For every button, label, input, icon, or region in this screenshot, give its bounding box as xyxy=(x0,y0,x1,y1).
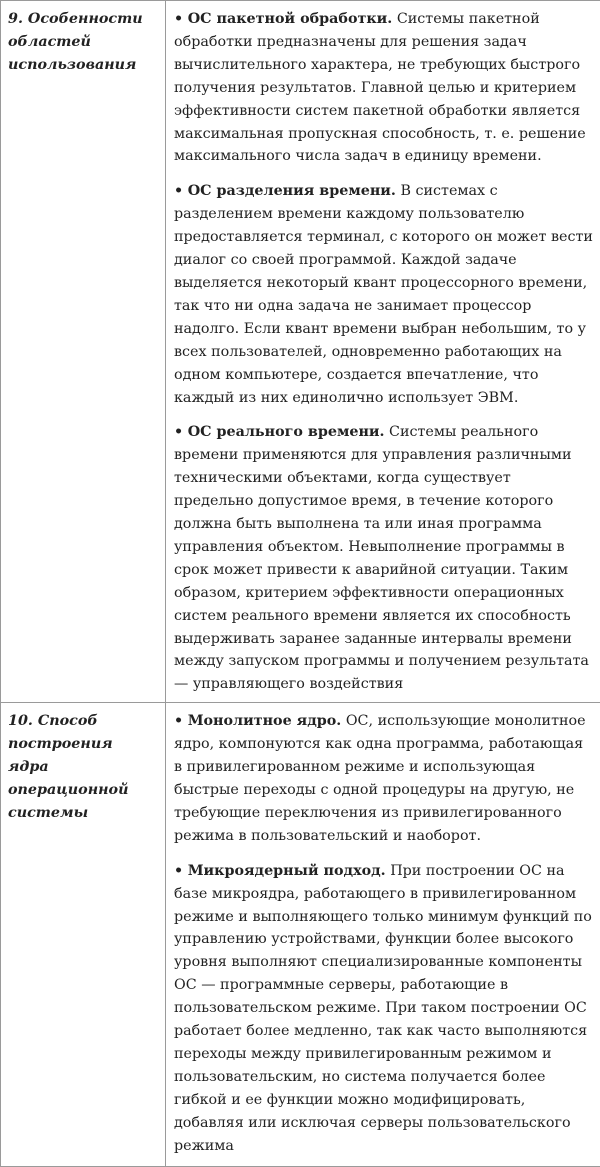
item-text: Системы реального времени применяются для управления различными техническими объектами, когда существует предельно допустимое время, в течение которого должна быть выполнена та или иная программа управления объектом. Невыполнение программы в срок может привести к аварийной ситуации. Таким образом, критерием эффективности операционных систем реального времени является их способность выдерживать заранее заданные интервалы времени между запуском программы и получением результата — управляющего воздействия xyxy=(174,424,589,692)
row-content xyxy=(166,1,600,703)
table-row xyxy=(1,1,600,703)
list-item xyxy=(174,180,594,409)
item-text: При построении ОС на базе микроядра, работающего в привилегированном режиме и выполняющего только минимум функций по управлению устройствами, функции более высокого уровня выполняют специализированные компоненты ОС — программные серверы, работающие в пользовательском режиме. При таком построении ОС работает более медленно, так как часто выполняются переходы между привилегированным режимом и пользовательским, но система получается более гибкой и ее функции можно модифицировать, добавляя или исключая серверы пользовательского режима xyxy=(174,863,592,1154)
item-term: ОС разделения времени. xyxy=(188,183,396,199)
bullet-icon: • xyxy=(174,424,183,440)
item-term: Монолитное ядро. xyxy=(188,713,342,729)
bullet-icon: • xyxy=(174,713,183,729)
row-content xyxy=(166,703,600,1167)
list-item xyxy=(174,421,594,696)
table-row xyxy=(1,703,600,1167)
item-text: Системы пакетной обработки предназначены для решения задач вычислительного характера, не требующих быстрого получения результатов. Главной целью и критерием эффективности систем пакетной обработки является максимальная пропускная способность, т. е. решение максимального числа задач в единицу времени. xyxy=(174,11,586,164)
item-term: ОС пакетной обработки. xyxy=(188,11,393,27)
row-label: 9. Особенности областей использования xyxy=(1,1,166,703)
item-term: ОС реального времени. xyxy=(188,424,385,440)
list-item xyxy=(174,860,594,1158)
list-item xyxy=(174,8,594,168)
bullet-icon: • xyxy=(174,863,183,879)
item-text: ОС, использующие монолитное ядро, компонуются как одна программа, работающая в привилегированном режиме и использующая быстрые переходы с одной процедуры на другую, не требующие переключения из привилегированного режима в пользовательский и наоборот. xyxy=(174,713,586,844)
item-text: В системах с разделением времени каждому пользователю предоставляется терминал, с которого он может вести диалог со своей программой. Каждой задаче выделяется некоторый квант процессорного времени, так что ни одна задача не занимает процессор надолго. Если квант времени выбран небольшим, то у всех пользователей, одновременно работающих на одном компьютере, создается впечатление, что каждый из них единолично использует ЭВМ. xyxy=(174,183,593,405)
row-label: 10. Способ построения ядра операционной системы xyxy=(1,703,166,1167)
list-item xyxy=(174,710,594,847)
item-term: Микроядерный подход. xyxy=(188,863,386,879)
bullet-icon: • xyxy=(174,183,183,199)
bullet-icon: • xyxy=(174,11,183,27)
